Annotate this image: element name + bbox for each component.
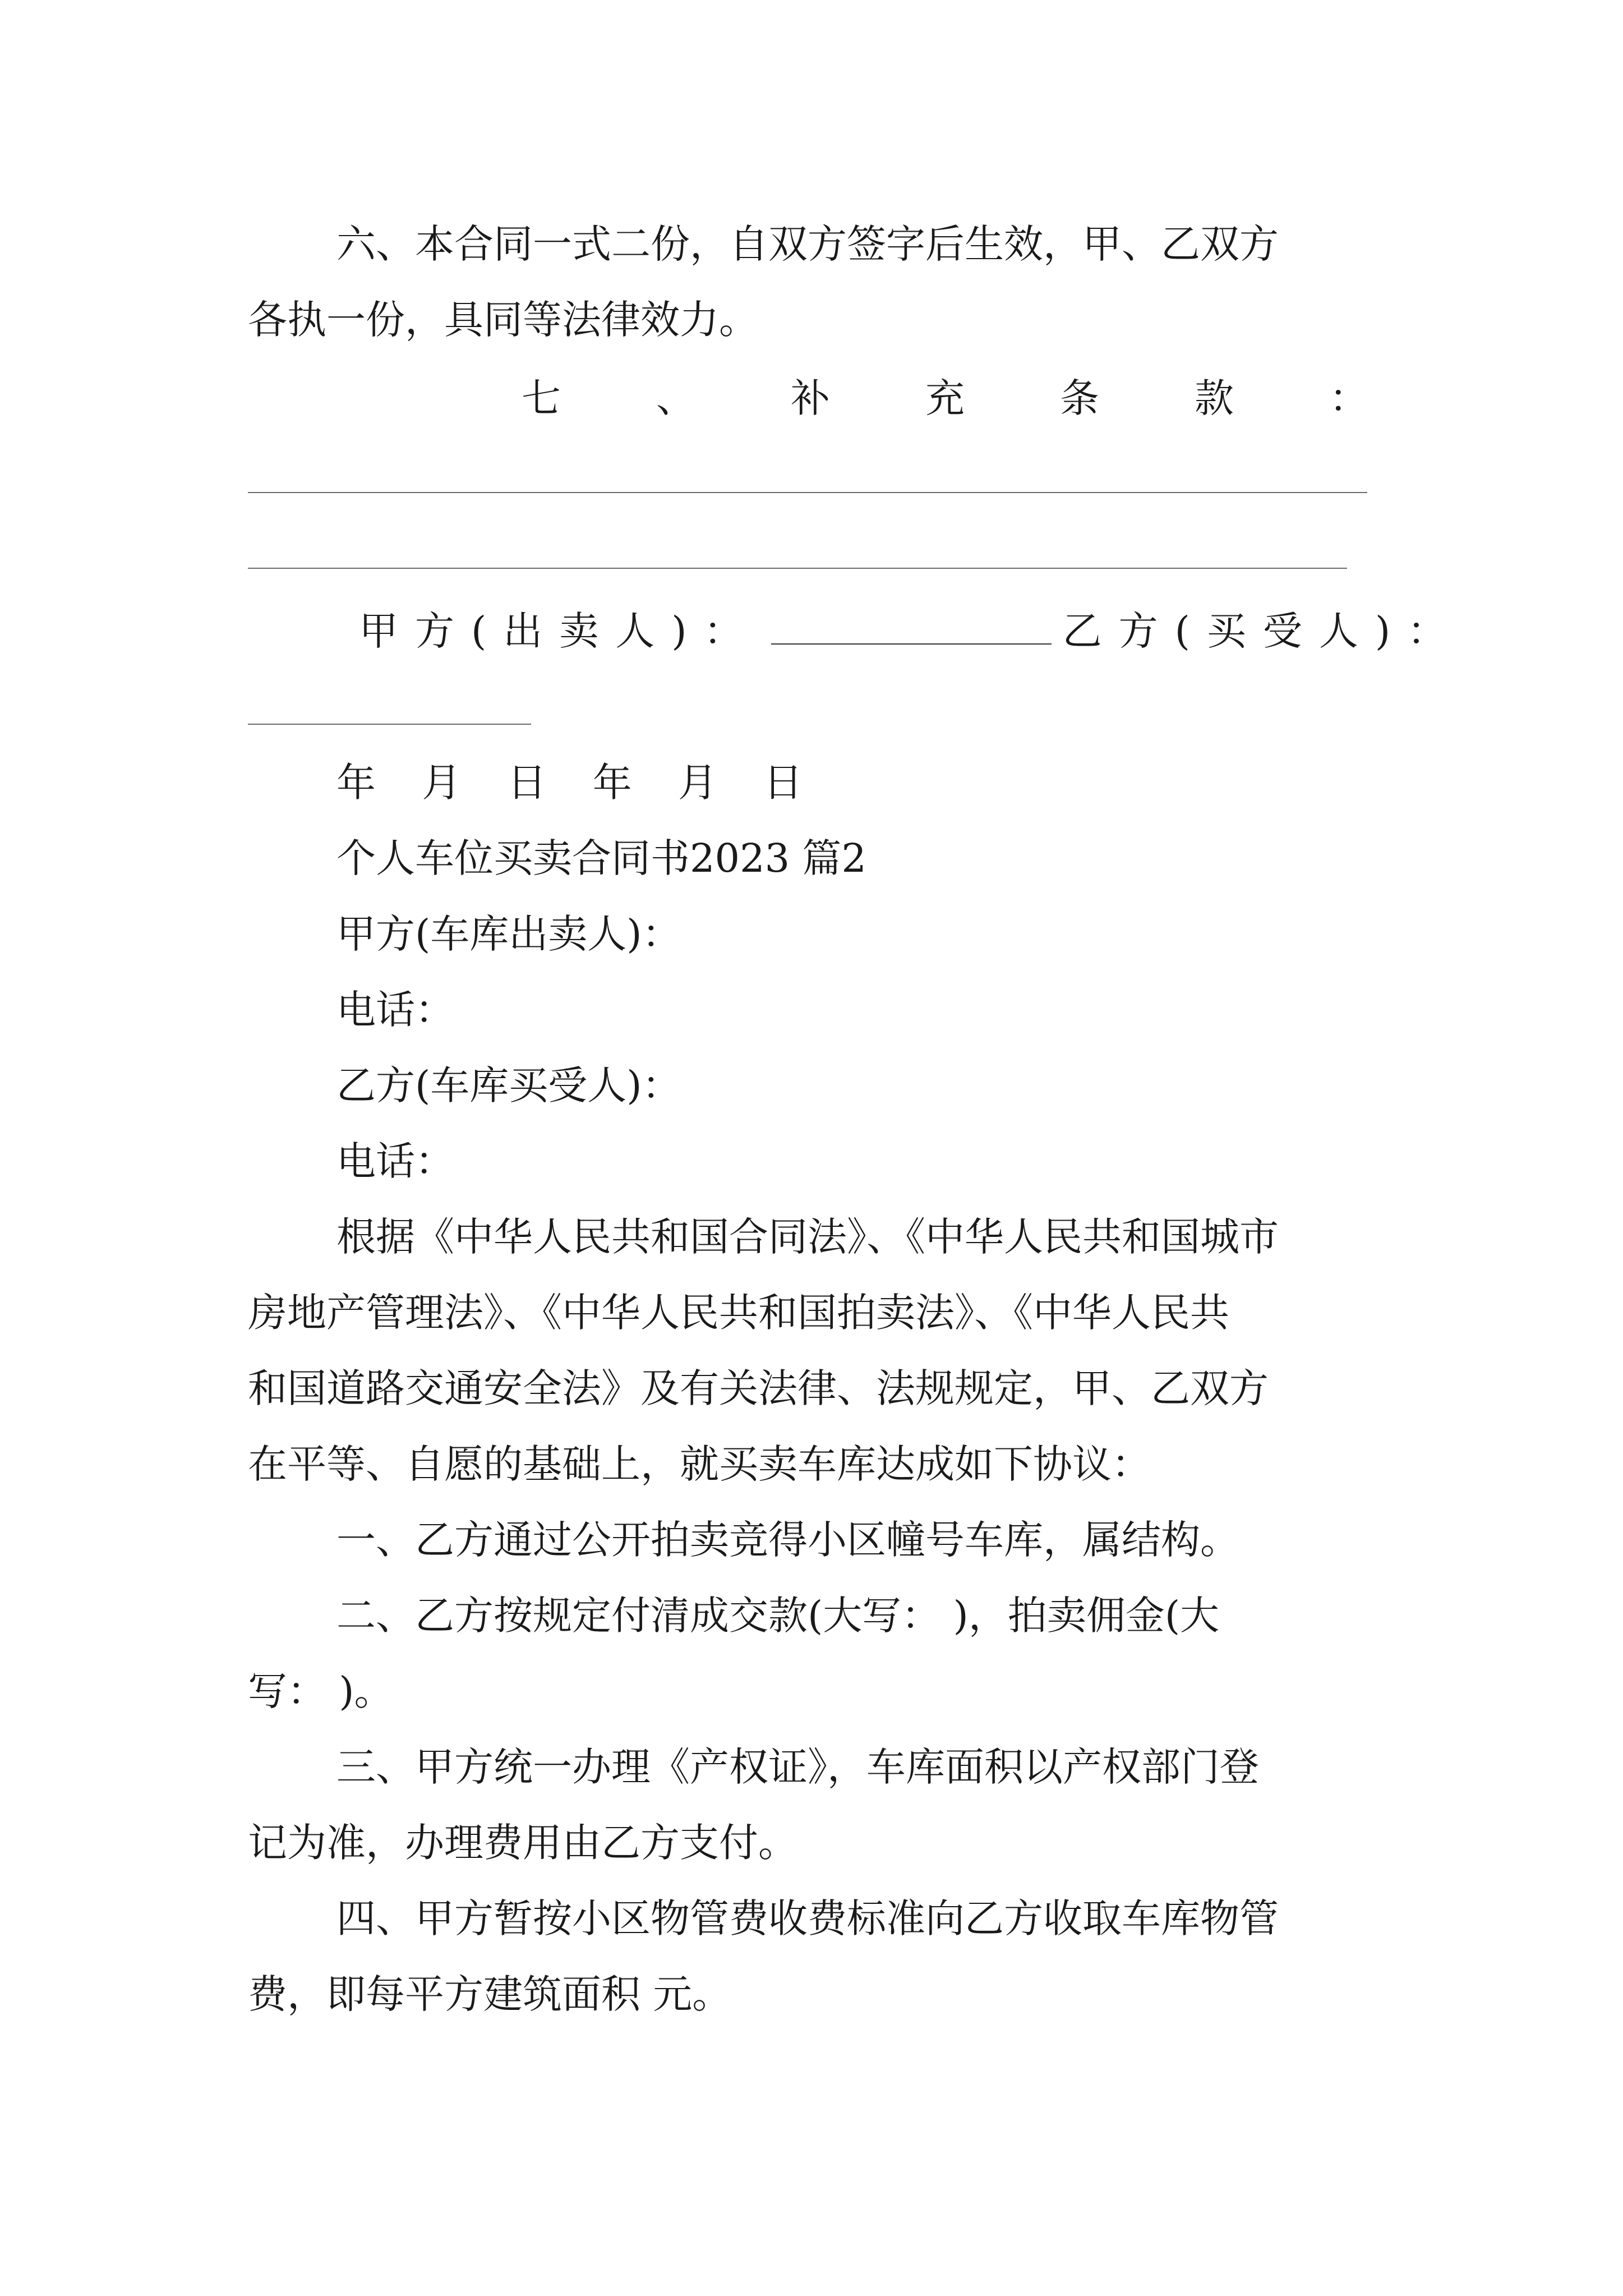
item-1: 一、乙方通过公开拍卖竞得小区幢号车库，属结构。 (336, 1517, 1239, 1563)
item-2-line-1: 二、乙方按规定付清成交款(大写： )，拍卖佣金(大 (336, 1593, 1220, 1639)
party-a-phone: 电话： (336, 987, 454, 1033)
party-a-signature-blank (771, 610, 1052, 645)
supp-char: ： (1329, 375, 1368, 421)
party-b-buyer-label: 乙方(买受人)： (1062, 608, 1464, 654)
supp-char: 款 (1195, 375, 1234, 421)
item-2-line-2: 写： )。 (248, 1668, 394, 1714)
item-4-line-1: 四、甲方暂按小区物管费收费标准向乙方收取车库物管 (336, 1895, 1279, 1941)
party-b-garage-buyer: 乙方(车库买受人)： (336, 1062, 681, 1108)
signature-line (359, 606, 1463, 656)
legal-basis-line-2: 房地产管理法》、《中华人民共和国拍卖法》、《中华人民共 (248, 1290, 1229, 1336)
supp-char: 、 (656, 375, 695, 421)
party-a-seller-label: 甲方(出卖人)： (359, 608, 760, 654)
party-a-garage-seller: 甲方(车库出卖人)： (336, 911, 681, 957)
party-b-phone: 电话： (336, 1138, 454, 1184)
legal-basis-line-3: 和国道路交通安全法》及有关法律、法规规定，甲、乙双方 (248, 1365, 1269, 1411)
item-3-line-2: 记为准，办理费用由乙方支付。 (248, 1820, 797, 1866)
supplementary-blank-line-1 (248, 492, 1367, 493)
supp-char: 充 (925, 375, 965, 421)
item-4-line-2: 费，即每平方建筑面积 元。 (248, 1971, 732, 2017)
supp-char: 条 (1060, 375, 1099, 421)
clause-6-line-1: 六、本合同一式二份，自双方签字后生效，甲、乙双方 (336, 221, 1279, 267)
supplementary-clause-heading (522, 373, 1368, 424)
supp-char: 补 (791, 375, 830, 421)
supplementary-blank-line-2 (248, 568, 1347, 569)
legal-basis-line-1: 根据《中华人民共和国合同法》、《中华人民共和国城市 (336, 1214, 1279, 1260)
clause-6-line-2: 各执一份，具同等法律效力。 (248, 297, 758, 343)
party-b-signature-blank (248, 724, 531, 725)
legal-basis-line-4: 在平等、自愿的基础上，就买卖车库达成如下协议： (248, 1441, 1151, 1487)
contract-title-2: 个人车位买卖合同书2023 篇2 (336, 835, 866, 881)
item-3-line-1: 三、甲方统一办理《产权证》，车库面积以产权部门登 (336, 1744, 1259, 1790)
supp-char: 七 (522, 375, 561, 421)
date-line: 年 月 日 年 月 日 (336, 760, 820, 806)
